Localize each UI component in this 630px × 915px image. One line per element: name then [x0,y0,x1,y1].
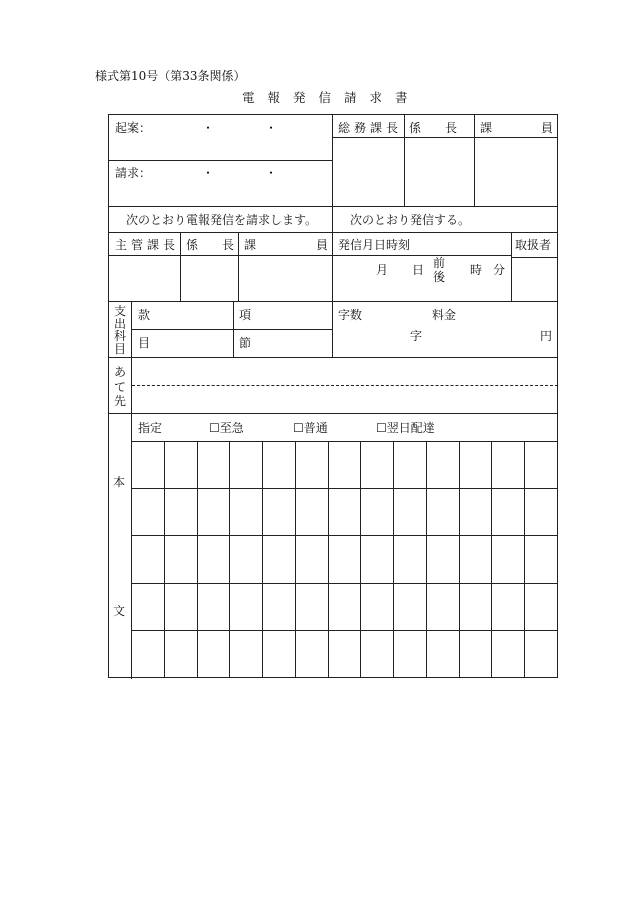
staff-label-b: 員 [541,121,554,135]
body-grid-cell[interactable] [525,536,558,583]
body-side-label-bottom: 文 [113,604,126,618]
setsu-label: 節 [239,336,252,350]
body-grid-cell[interactable] [492,536,525,583]
body-grid-cell[interactable] [361,442,394,489]
budget-side-label: 支 出 科 目 [113,304,126,356]
moku-label: 目 [138,336,151,350]
body-grid-cell[interactable] [460,631,493,678]
body-grid-cell[interactable] [230,584,263,631]
body-grid-cell[interactable] [296,489,329,536]
body-grid-cell[interactable] [296,631,329,678]
general-manager-label: 総務課長 [338,121,403,135]
divider [109,357,558,358]
fee-label: 料金 [432,308,457,322]
body-grid-cell[interactable] [198,442,231,489]
datetime-label: 発信月日時刻 [338,238,411,252]
divider [109,232,558,233]
divider [109,206,558,207]
request-text: 次のとおり電報発信を請求します。 [126,213,318,227]
body-grid-cell[interactable] [492,584,525,631]
body-grid-cell[interactable] [230,442,263,489]
minute-label: 分 [493,263,506,277]
body-grid-cell[interactable] [165,584,198,631]
divider [109,413,558,414]
telegram-request-form [108,114,558,678]
divider [474,115,475,207]
body-grid-cell[interactable] [394,584,427,631]
date-dot: ・ [202,121,215,135]
body-grid-cell[interactable] [361,631,394,678]
day-label: 日 [412,263,425,277]
date-dot: ・ [202,166,215,180]
clerk-label: 係 長 [409,121,458,135]
body-grid-cell[interactable] [427,631,460,678]
body-grid-cell[interactable] [165,536,198,583]
body-grid-cell[interactable] [427,442,460,489]
form-title: 電報発信請求書 [242,90,421,105]
body-grid-cell[interactable] [263,584,296,631]
body-grid-cell[interactable] [132,536,165,583]
body-grid-cell[interactable] [132,442,165,489]
kan-label: 款 [138,308,151,322]
manager-label: 主管課長 [115,238,180,252]
urgent-option[interactable]: ☐至急 [209,421,244,435]
body-grid-cell[interactable] [296,584,329,631]
send-text: 次のとおり発信する。 [350,213,471,227]
body-grid-cell[interactable] [165,442,198,489]
divider [109,160,333,161]
form-number: 様式第10号（第33条関係） [95,69,246,83]
date-dot: ・ [265,121,278,135]
yen-unit: 円 [540,329,553,343]
month-label: 月 [376,263,389,277]
body-grid-cell[interactable] [230,536,263,583]
divider [332,115,333,207]
body-grid-cell[interactable] [198,631,231,678]
body-grid-cell[interactable] [198,489,231,536]
body-grid-cell[interactable] [329,442,362,489]
body-grid-cell[interactable] [361,536,394,583]
body-grid-cell[interactable] [296,442,329,489]
staff-label-a: 課 [244,238,257,252]
body-grid-cell[interactable] [198,584,231,631]
hour-label: 時 [470,263,483,277]
address-side-label: あ て 先 [113,365,126,408]
normal-option[interactable]: ☐普通 [293,421,328,435]
body-grid-cell[interactable] [198,536,231,583]
body-grid-cell[interactable] [230,489,263,536]
body-grid-cell[interactable] [329,631,362,678]
kou-label: 項 [239,308,252,322]
body-grid-cell[interactable] [296,536,329,583]
body-grid-cell[interactable] [394,442,427,489]
handler-label: 取扱者 [515,238,552,252]
am-label: 前 [433,256,446,270]
body-grid-cell[interactable] [132,631,165,678]
body-grid-cell[interactable] [427,536,460,583]
body-grid-cell[interactable] [394,489,427,536]
body-grid-cell[interactable] [361,584,394,631]
divider [180,233,181,302]
body-grid-cell[interactable] [165,631,198,678]
body-grid-cell[interactable] [525,631,558,678]
body-grid-cell[interactable] [525,442,558,489]
designation-label: 指定 [138,421,163,435]
date-dot: ・ [265,166,278,180]
divider [332,233,333,358]
divider [511,257,558,258]
body-grid-cell[interactable] [460,442,493,489]
body-grid-cell[interactable] [460,584,493,631]
body-grid-cell[interactable] [361,489,394,536]
divider [333,137,558,138]
body-grid-cell[interactable] [329,536,362,583]
char-count-label: 字数 [338,308,363,322]
divider [233,302,234,358]
body-grid-cell[interactable] [460,489,493,536]
body-grid-cell[interactable] [492,442,525,489]
divider [238,233,239,302]
body-grid-cell[interactable] [492,489,525,536]
body-grid-cell[interactable] [132,584,165,631]
next-day-option[interactable]: ☐翌日配達 [376,421,435,435]
body-grid-cell[interactable] [394,536,427,583]
body-side-label-top: 本 [113,475,126,489]
char-unit: 字 [410,329,423,343]
body-grid-cell[interactable] [132,489,165,536]
body-grid-cell[interactable] [525,489,558,536]
body-grid-cell[interactable] [263,442,296,489]
body-grid-cell[interactable] [263,489,296,536]
body-grid-cell[interactable] [263,631,296,678]
divider [511,233,512,302]
divider [109,301,558,302]
body-grid-cell[interactable] [165,489,198,536]
staff-label-b: 員 [316,238,329,252]
dashed-divider [132,385,558,386]
pm-label: 後 [433,270,446,284]
staff-label-a: 課 [480,121,493,135]
body-grid-cell[interactable] [329,489,362,536]
draft-label: 起案： [115,121,152,135]
body-grid-cell[interactable] [525,584,558,631]
body-grid-cell[interactable] [394,631,427,678]
body-text-grid [132,442,558,678]
divider [131,329,332,330]
body-grid-cell[interactable] [329,584,362,631]
request-label: 請求： [115,166,152,180]
divider [109,255,511,256]
body-grid-cell[interactable] [492,631,525,678]
body-grid-cell[interactable] [427,584,460,631]
divider [404,115,405,207]
body-grid-cell[interactable] [427,489,460,536]
body-grid-cell[interactable] [230,631,263,678]
clerk-label: 係 長 [186,238,235,252]
body-grid-cell[interactable] [263,536,296,583]
body-grid-cell[interactable] [460,536,493,583]
